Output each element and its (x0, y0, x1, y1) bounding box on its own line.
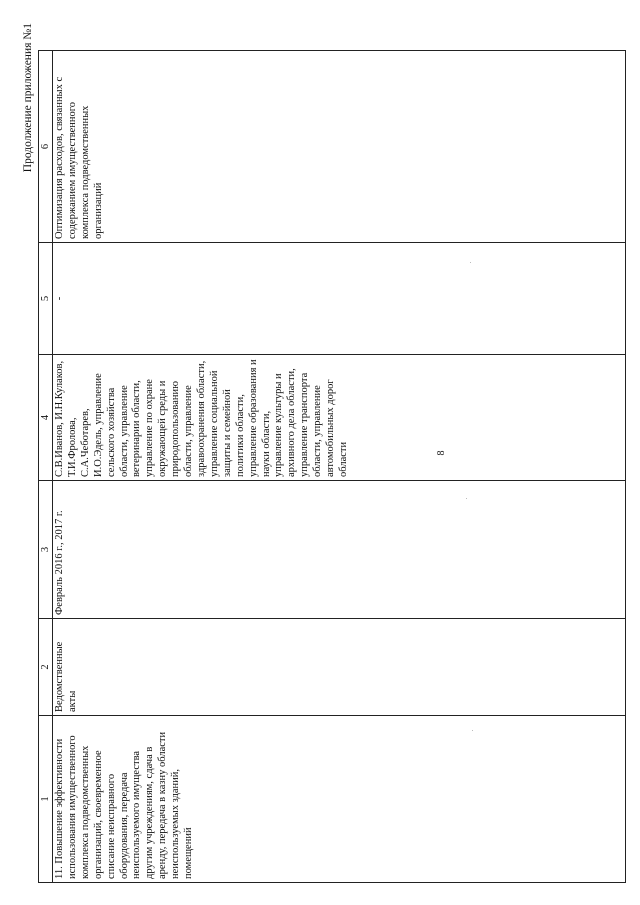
scan-speck (466, 498, 467, 499)
column-number: 6 (39, 51, 53, 243)
column-number-row (39, 51, 53, 883)
column-number: 1 (39, 716, 53, 883)
column-number: 3 (39, 481, 53, 619)
measures-table (38, 50, 626, 883)
scan-speck (470, 262, 471, 263)
amount-cell: - (53, 243, 626, 355)
column-number: 4 (39, 355, 53, 481)
continuation-note: Продолжение приложения №1 (22, 23, 34, 173)
rotated-page (22, 23, 622, 883)
table-row (53, 51, 626, 883)
column-number: 5 (39, 243, 53, 355)
scan-speck (472, 730, 473, 731)
result-cell: Оптимизация расходов, связанных с содержанием имущественного комплекса подведомственных организаций (53, 51, 626, 243)
responsible-cell: С.В.Иванов, И.Н.Кулаков, Т.И.Фролова, С.А.Чеботарев, И.О.Эдель, управление сельского хозяйства области, управление ветеринарии области, управление по охране окружающей среды и природопользованию области, управление здравоохранения области, управление социальной защиты и семейной политики области, управление образования и науки области, управление культуры и архивного дела области, управление транспорта области, управление автомобильных дорог области (53, 355, 626, 481)
deadline-cell: Февраль 2016 г., 2017 г. (53, 481, 626, 619)
document-type-cell: Ведомственные акты (53, 619, 626, 716)
measure-cell: 11. Повышение эффективности использования имущественного комплекса подведомственных организаций, своевременное списание неисправного оборудования, передача неиспользуемого имущества другим учреждениям, сдача в аренду, передача в казну области неиспользуемых зданий, помещений (53, 716, 626, 883)
page-number: 8 (436, 450, 447, 456)
column-number: 2 (39, 619, 53, 716)
